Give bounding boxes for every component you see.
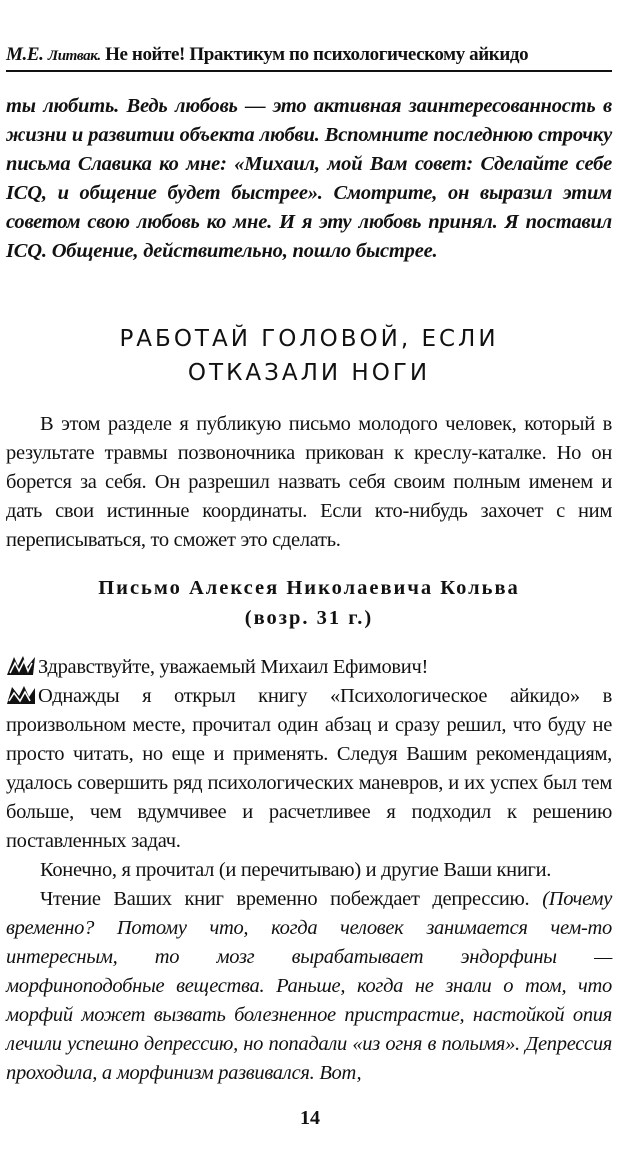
- section-paragraph: В этом разделе я публикую письмо молодого человек, который в результате травмы позвоночника прикован к креслу-каталке. Но он борется за себя. Он разрешил назвать себя своим полным именем и дать свои истинные координаты. Если кто-нибудь захочет с ним переписываться, то сможет это сделать.: [6, 413, 612, 551]
- running-header: [6, 44, 612, 72]
- header-author-initials: М.Е.: [6, 44, 48, 65]
- letter-title-line1: Письмо Алексея Николаевича Кольва: [98, 577, 520, 599]
- letter-paragraph-3: [6, 885, 612, 1088]
- intro-paragraph: ты любить. Ведь любовь — это активная заинтересованность в жизни и развитии объекта любви. Вспомните последнюю строчку письма Славика ко мне: «Михаил, мой Вам совет: Сделайте себе ICQ, и общение будет быстрее». Смотрите, он выразил этим советом свою любовь ко мне. И я эту любовь принял. Я поставил ICQ. Общение, действительно, пошло быстрее.: [6, 95, 612, 262]
- letter-body: [6, 653, 612, 1088]
- header-book-title: Не нойте! Практикум по психологическому айкидо: [100, 44, 529, 65]
- letter-mark-icon: [6, 684, 36, 705]
- letter-greeting: [6, 653, 612, 682]
- letter-greeting-text: Здравствуйте, уважаемый Михаил Ефимович!: [38, 656, 429, 678]
- header-author-name: Литвак.: [47, 48, 101, 64]
- section-title-line1: РАБОТАЙ ГОЛОВОЙ, ЕСЛИ: [119, 326, 499, 352]
- section-title-line2: ОТКАЗАЛИ НОГИ: [187, 360, 431, 386]
- letter-title-line2: (возр. 31 г.): [244, 607, 374, 629]
- letter-mark-icon: [6, 655, 36, 676]
- letter-paragraph-3-italic: (Почему временно? Потому что, когда человек занимается чем-то интересным, то мозг вырабатывает эндорфины — морфиноподобные вещества. Раньше, когда не знали о том, что морфий может вызвать болезненное пристрастие, настойкой опия лечили успешно депрессию, но попадали «из огня в полымя». Депрессия проходила, а морфинизм развивался. Вот,: [6, 888, 612, 1084]
- page-body: [6, 92, 612, 1088]
- letter-paragraph-1-text: Однажды я открыл книгу «Психологическое айкидо» в произвольном месте, прочитал один абзац и сразу решил, что буду не просто читать, но еще и применять. Следуя Вашим рекомендациям, удалось совершить ряд психологических маневров, и их успех был тем больше, чем вдумчивее и расчетливее я подходил к решению поставленных задач.: [6, 685, 612, 852]
- section-title: [6, 322, 612, 390]
- letter-paragraph-3-plain: Чтение Ваших книг временно побеждает депрессию.: [40, 888, 543, 910]
- letter-paragraph-1: [6, 682, 612, 856]
- letter-paragraph-2: Конечно, я прочитал (и перечитываю) и другие Ваши книги.: [40, 859, 552, 881]
- letter-title: [6, 573, 612, 633]
- page-number: 14: [300, 1107, 320, 1129]
